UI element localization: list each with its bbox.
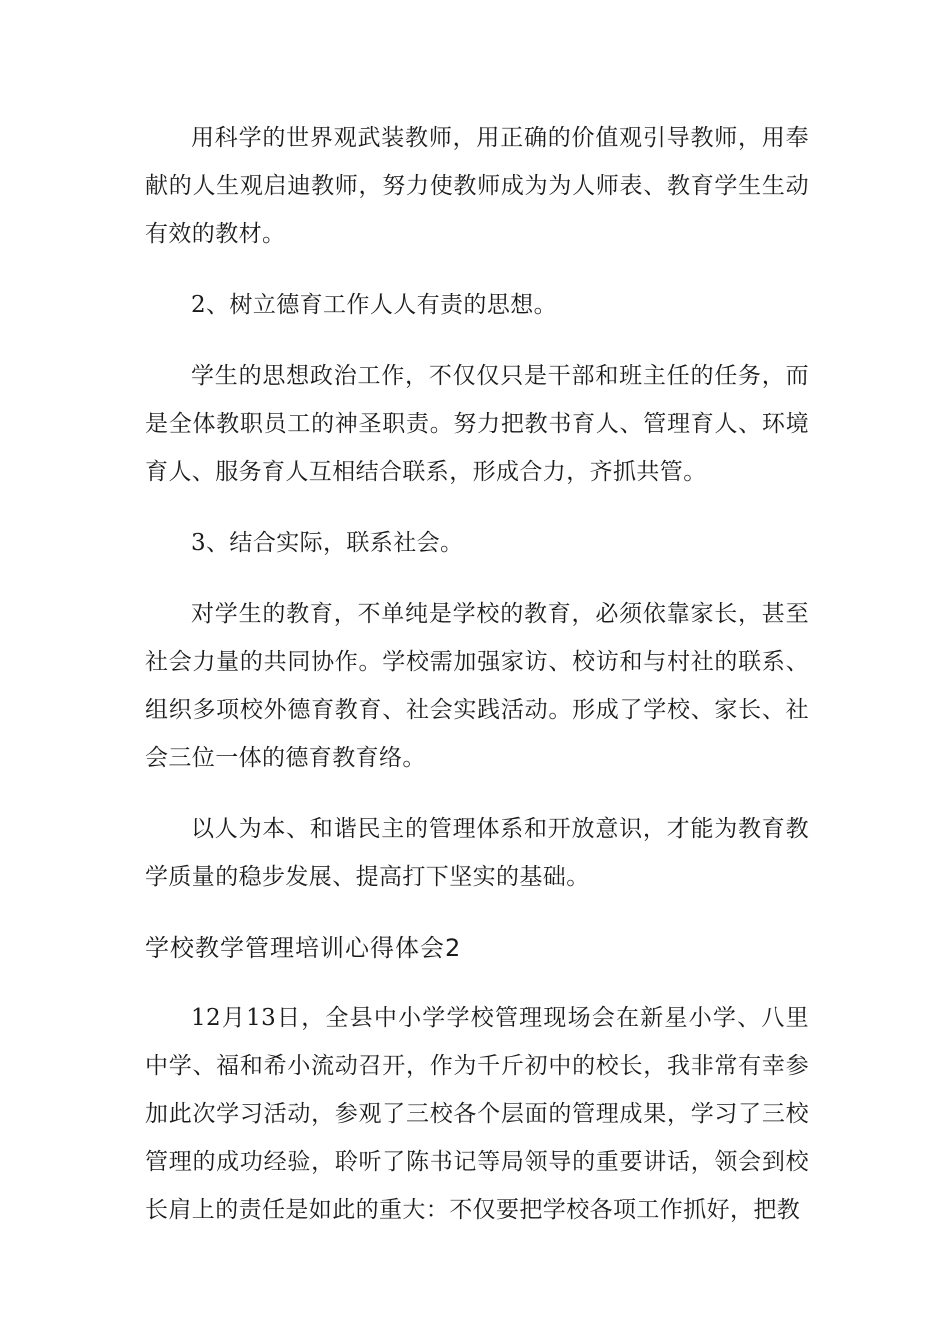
paragraph-management-meeting: 12月13日，全县中小学学校管理现场会在新星小学、八里中学、福和希小流动召开，作为千斤初中的校长，我非常有幸参加此次学习活动，参观了三校各个层面的管理成果，学习了三校管理的成功经验，聆听了陈书记等局领导的重要讲话，领会到校长肩上的责任是如此的重大：不仅要把学校各项工作抓好，把教 bbox=[145, 1005, 809, 1223]
paragraph-teacher-values: 用科学的世界观武装教师，用正确的价值观引导教师，用奉献的人生观启迪教师，努力使教师成为为人师表、教育学生生动有效的教材。 bbox=[145, 125, 809, 247]
paragraph-people-oriented: 以人为本、和谐民主的管理体系和开放意识，才能为教育教学质量的稳步发展、提高打下坚实的基础。 bbox=[145, 816, 809, 890]
paragraph-moral-responsibility-heading: 2、树立德育工作人人有责的思想。 bbox=[191, 292, 558, 318]
section-heading: 学校教学管理培训心得体会2 bbox=[145, 934, 462, 962]
document-body bbox=[145, 114, 809, 1257]
paragraph-connect-society-heading: 3、结合实际，联系社会。 bbox=[191, 530, 464, 556]
paragraph-staff-duty: 学生的思想政治工作，不仅仅只是干部和班主任的任务，而是全体教职员工的神圣职责。努力把教书育人、管理育人、环境育人、服务育人互相结合联系，形成合力，齐抓共管。 bbox=[145, 363, 809, 485]
paragraph-family-society: 对学生的教育，不单纯是学校的教育，必须依靠家长，甚至社会力量的共同协作。学校需加强家访、校访和与村社的联系、组织多项校外德育教育、社会实践活动。形成了学校、家长、社会三位一体的德育教育络。 bbox=[145, 601, 809, 771]
